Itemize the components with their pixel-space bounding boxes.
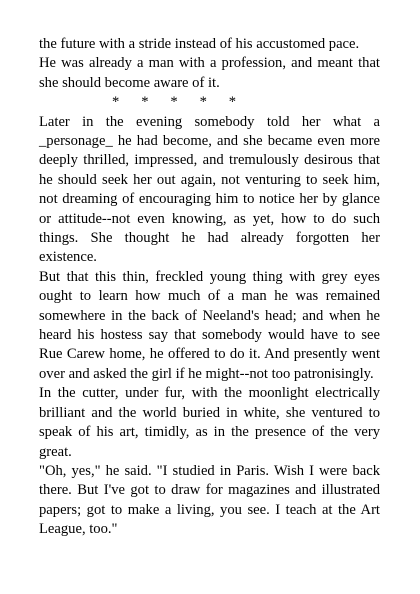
paragraph-2: He was already a man with a profession, and meant that she should become aware of it. xyxy=(39,55,380,91)
paragraph-4: But that this thin, freckled young thing with grey eyes ought to learn how much of a man he was remained somewhere in the back of Neeland's head; and when he heard his hostess say that somebody would have to see Rue Carew home, he offered to do it. And presently went over and asked the girl if he might--not too patronisingly. xyxy=(39,268,380,382)
paragraph-3: Later in the evening somebody told her what a _personage_ he had become, and she became even more deeply thrilled, impressed, and tremulously desirous that he should seek her out again, not venturing to seek him, not dreaming of encouraging him to notice her by glance or attitude--not even knowing, as yet, how to do such things. She thought he had already forgotten her existence. xyxy=(39,113,380,266)
paragraph-1: the future with a stride instead of his accustomed pace. xyxy=(39,36,360,52)
paragraph-5: In the cutter, under fur, with the moonlight electrically brilliant and the world buried in white, she ventured to speak of his art, timidly, as in the presence of the very great. xyxy=(39,385,380,460)
section-separator: * * * * * xyxy=(112,94,237,111)
paragraph-6: "Oh, yes," he said. "I studied in Paris. Wish I were back there. But I've got to draw for magazines and illustrated papers; got to make a living, you see. I teach at the Art League, too." xyxy=(39,462,380,538)
document-page xyxy=(39,35,380,540)
